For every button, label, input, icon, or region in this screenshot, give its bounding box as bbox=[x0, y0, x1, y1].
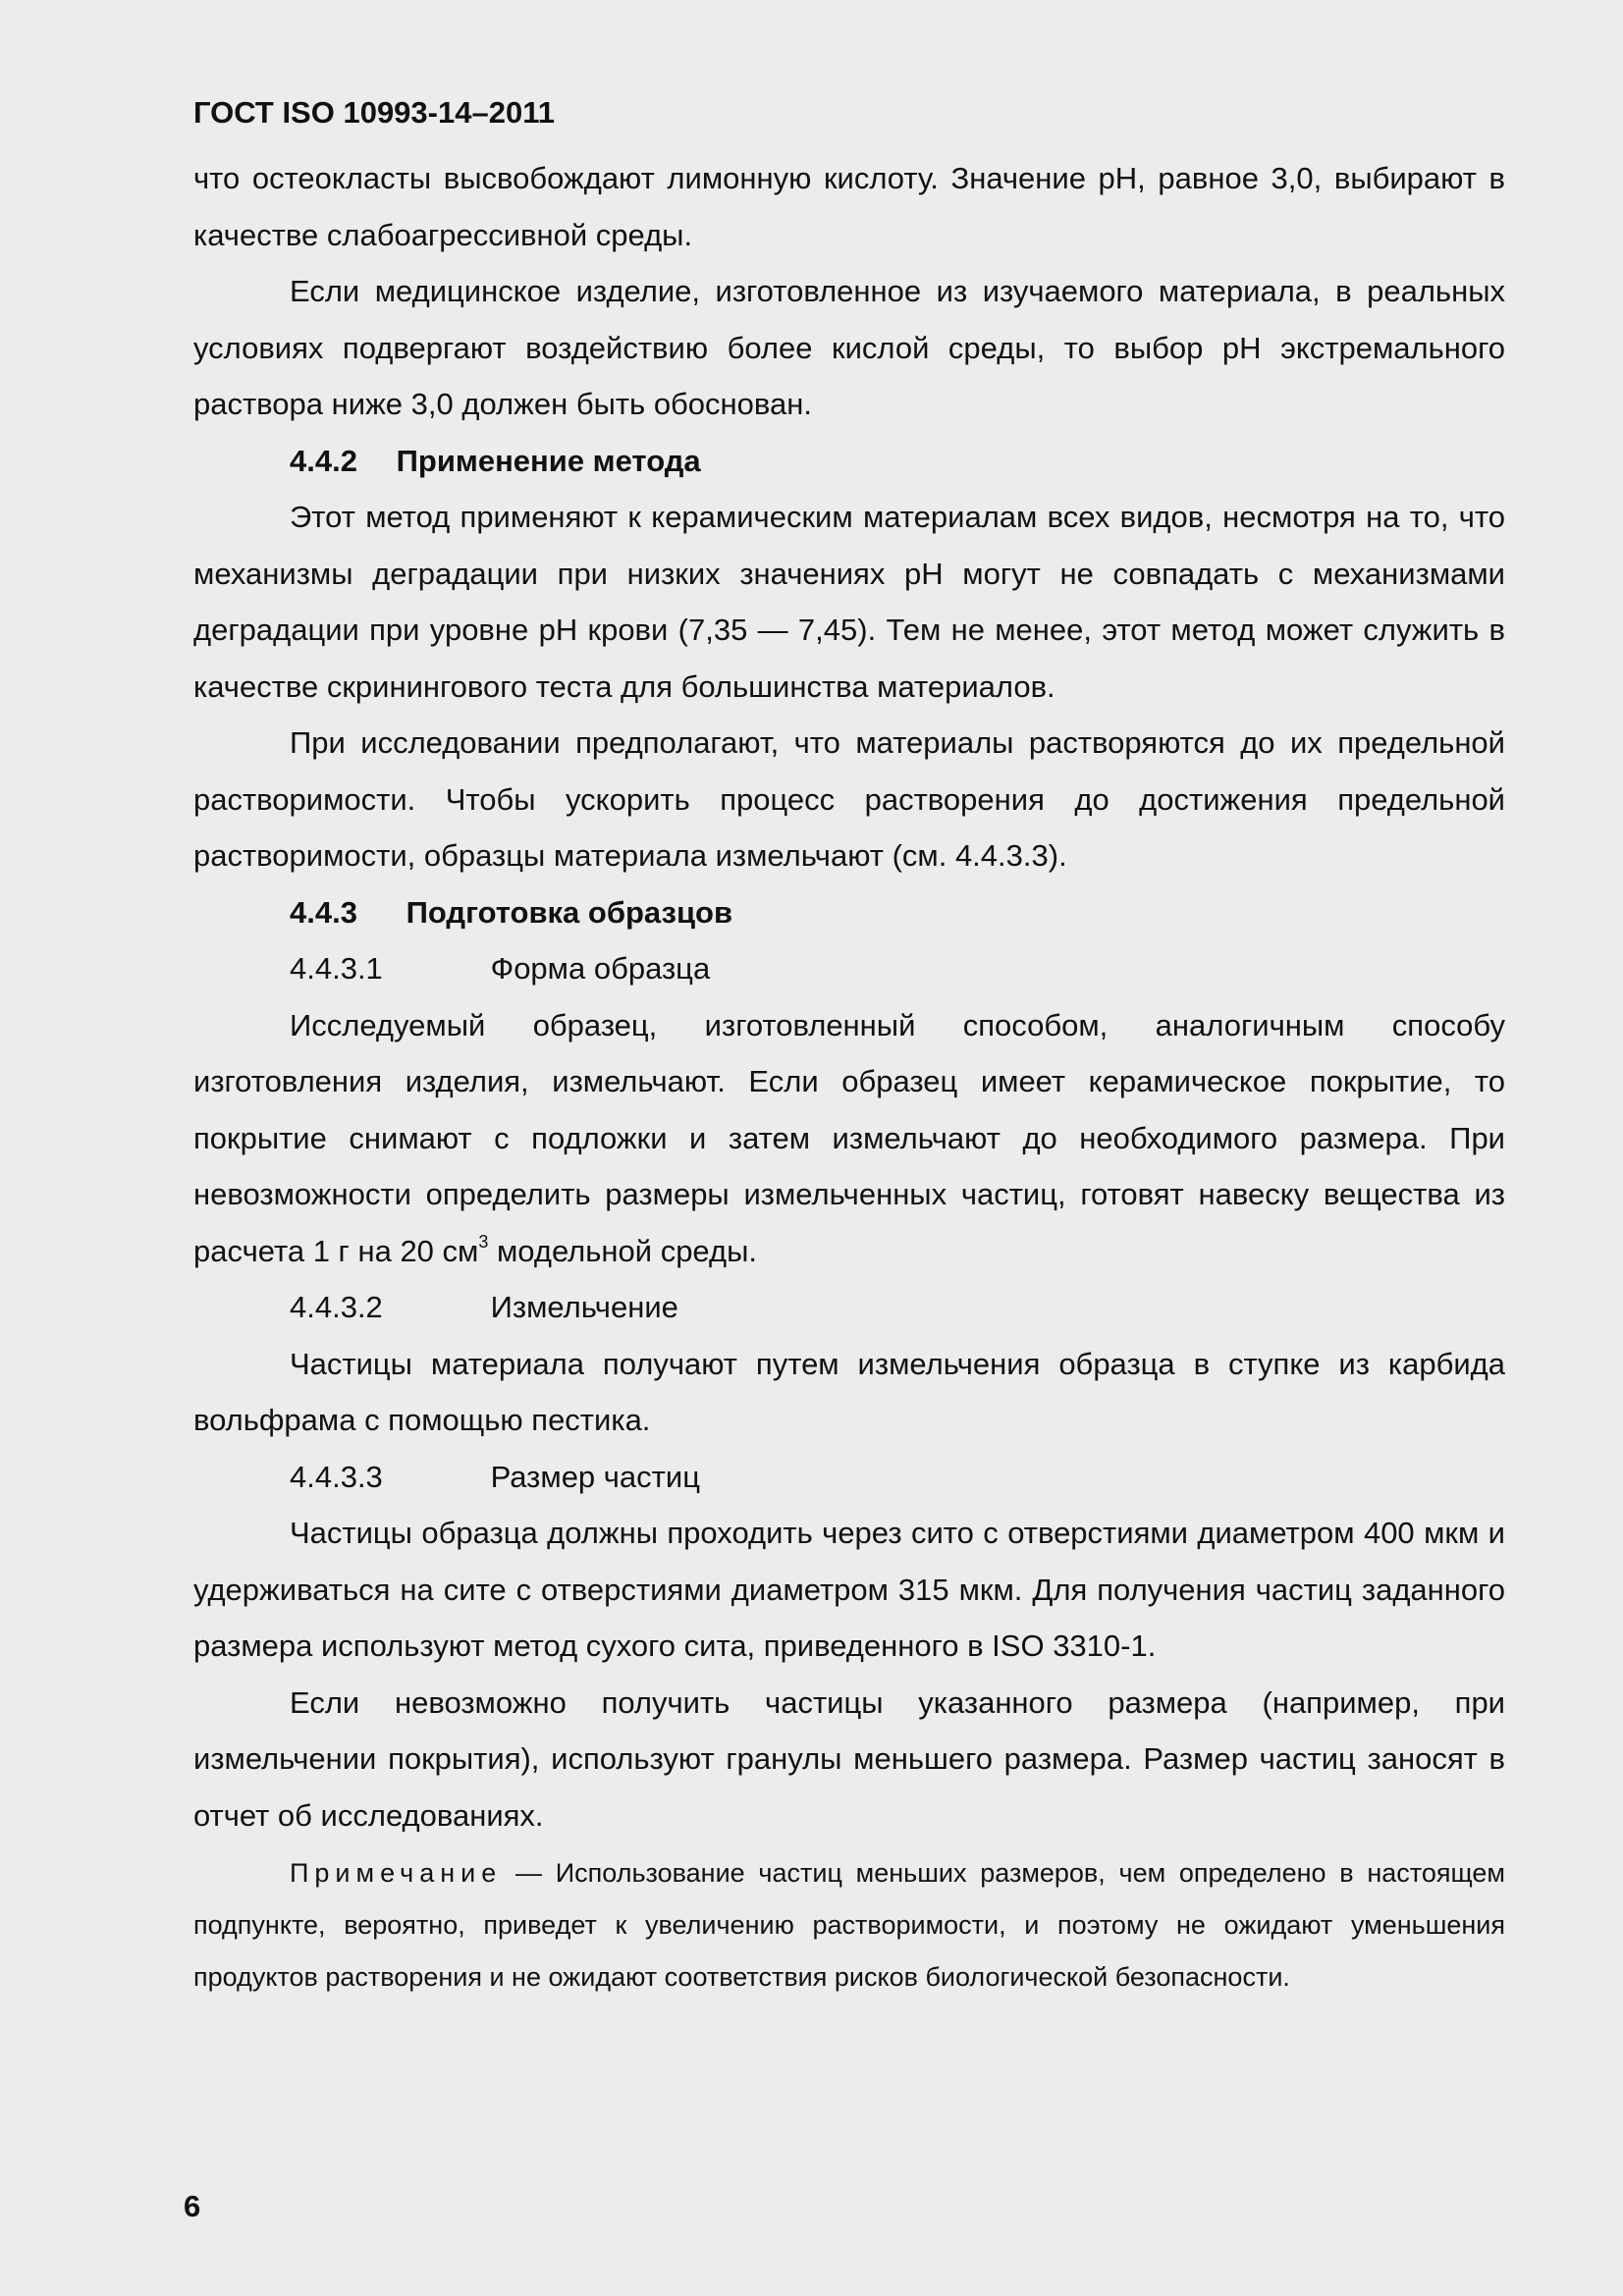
paragraph-6: Частицы материала получают путем измельчения образца в ступке из карбида вольфрама с помощью пестика. bbox=[193, 1346, 1505, 1437]
subsection-number: 4.4.3.2 bbox=[290, 1290, 383, 1324]
section-4-4-3-heading bbox=[193, 884, 1505, 941]
section-number: 4.4.2 bbox=[290, 443, 357, 478]
paragraph-5 bbox=[193, 997, 1505, 1280]
paragraph-3: Этот метод применяют к керамическим материалам всех видов, несмотря на то, что механизмы деградации при низких значениях pH могут не совпадать с механизмами деградации при уровне pH крови (7,35 — 7,45). Тем не менее, этот метод может служить в качестве скринингового теста для большинства материалов. bbox=[193, 500, 1505, 704]
section-title: Подготовка образцов bbox=[406, 894, 733, 930]
subsection-title: Форма образца bbox=[490, 951, 711, 986]
subsection-4-4-3-1-heading bbox=[193, 940, 1505, 997]
paragraph-5-end: модельной среды. bbox=[488, 1233, 757, 1268]
paragraph-2: Если медицинское изделие, изготовленное из изучаемого материала, в реальных условиях подвергают воздействию более кислой среды, то выбор pH экстремального раствора ниже 3,0 должен быть обоснован. bbox=[193, 274, 1505, 421]
paragraph-5-text: Исследуемый образец, изготовленный способом, аналогичным способу изготовления изделия, измельчают. Если образец имеет керамическое покрытие, то покрытие снимают с подложки и затем измельчают до необходимого размера. При невозможности определить размеры измельченных частиц, готовят навеску вещества из расчета 1 г на 20 см bbox=[193, 1007, 1505, 1268]
page-number: 6 bbox=[184, 2189, 201, 2223]
section-4-4-2-heading bbox=[193, 433, 1505, 490]
subsection-number: 4.4.3.1 bbox=[290, 951, 383, 986]
note bbox=[193, 1847, 1505, 2003]
paragraph-8: Если невозможно получить частицы указанного размера (например, при измельчении покрытия), используют гранулы меньшего размера. Размер частиц заносят в отчет об исследованиях. bbox=[193, 1684, 1505, 1833]
subsection-title: Измельчение bbox=[490, 1290, 678, 1324]
paragraph-4: При исследовании предполагают, что материалы растворяются до их предельной растворимости. Чтобы ускорить процесс растворения до достижения предельной растворимости, образцы материала измельчают (см. 4.4.3.3). bbox=[193, 725, 1505, 873]
subsection-4-4-3-2-heading bbox=[193, 1279, 1505, 1336]
paragraph-1: что остеокласты высвобождают лимонную кислоту. Значение pH, равное 3,0, выбирают в качестве слабоагрессивной среды. bbox=[193, 161, 1505, 252]
document-header: ГОСТ ISO 10993-14–2011 bbox=[193, 95, 555, 130]
subsection-number: 4.4.3.3 bbox=[290, 1459, 383, 1494]
subsection-4-4-3-3-heading bbox=[193, 1449, 1505, 1506]
note-text: — Использование частиц меньших размеров, чем определено в настоящем подпункте, вероятно, приведет к увеличению растворимости, и поэтому не ожидают уменьшения продуктов растворения и не ожидают соответствия рисков биологической безопасности. bbox=[193, 1858, 1505, 1992]
section-title: Применение метода bbox=[396, 443, 701, 478]
superscript-3: 3 bbox=[478, 1231, 489, 1252]
subsection-title: Размер частиц bbox=[490, 1459, 700, 1494]
section-number: 4.4.3 bbox=[290, 894, 357, 930]
note-label: Примечание bbox=[290, 1858, 503, 1888]
paragraph-7: Частицы образца должны проходить через сито с отверстиями диаметром 400 мкм и удерживаться на сите с отверстиями диаметром 315 мкм. Для получения частиц заданного размера используют метод сухого сита, приведенного в ISO 3310-1. bbox=[193, 1516, 1505, 1663]
